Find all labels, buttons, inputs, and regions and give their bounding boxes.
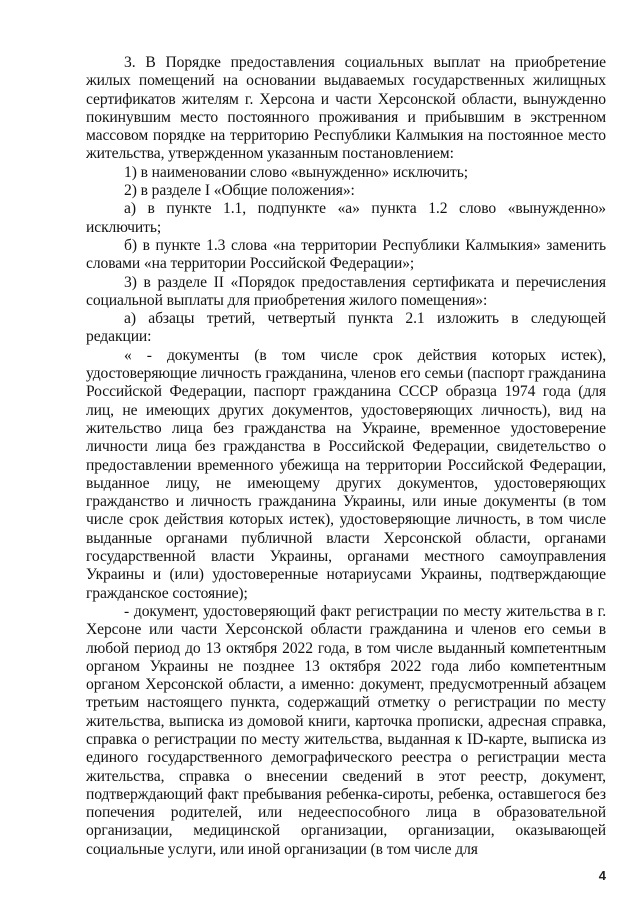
page-number: 4 <box>598 868 606 883</box>
paragraph-intro: 3. В Порядке предоставления социальных выплат на приобретение жилых помещений на основании выдаваемых государственных жилищных сертификатов жителям г. Херсона и части Херсонской области, вынужденно покинувшим место постоянного проживания и прибывшим в экстренном массовом порядке на территорию Республики Калмыкия на постоянное место жительства, утвержденном указанным постановлением: <box>86 54 606 163</box>
paragraph-item-2a: а) в пункте 1.1, подпункте «а» пункта 1.2 слово «вынужденно» исключить; <box>86 200 606 236</box>
paragraph-item-3: 3) в разделе II «Порядок предоставления сертификата и перечисления социальной выплаты для приобретения жилого помещения»: <box>86 273 606 309</box>
document-body <box>86 54 606 859</box>
paragraph-documents-quote: « - документы (в том числе срок действия которых истек), удостоверяющие личность гражданина, членов его семьи (паспорт гражданина Российской Федерации, паспорт гражданина СССР образца 1974 года (для лиц, не имеющих других документов, удостоверяющих личность), вид на жительство лица без гражданства на Украине, временное удостоверение личности лица без гражданства в Российской Федерации, свидетельство о предоставлении временного убежища на территории Российской Федерации, выданное лицу, не имеющему других документов, удостоверяющих гражданство и личность гражданина Украины, или иные документы (в том числе срок действия которых истек), удостоверяющие личность, в том числе выданные органами публичной власти Херсонской области, органами государственной власти Украины, органами местного самоуправления Украины и (или) удостоверенные нотариусами Украины, подтверждающие гражданское состояние); <box>86 346 606 602</box>
paragraph-item-2: 2) в разделе I «Общие положения»: <box>124 182 355 200</box>
paragraph-item-3a: а) абзацы третий, четвертый пункта 2.1 изложить в следующей редакции: <box>86 310 606 346</box>
paragraph-item-1: 1) в наименовании слово «вынужденно» исключить; <box>124 163 468 181</box>
paragraph-registration-document: - документ, удостоверяющий факт регистрации по месту жительства в г. Херсоне или части Херсонской области гражданина и членов его семьи в любой период до 13 октября 2022 года, в том числе выданный компетентным органом Украины не позднее 13 октября 2022 года либо компетентным органом Херсонской области, а именно: документ, предусмотренный абзацем третьим настоящего пункта, содержащий отметку о регистрации по месту жительства, выписка из домовой книги, карточка прописки, адресная справка, справка о регистрации по месту жительства, выданная к ID-карте, выписка из единого государственного демографического реестра о регистрации места жительства, справка о внесении сведений в этот реестр, документ, подтверждающий факт пребывания ребенка-сироты, ребенка, оставшегося без попечения родителей, или недееспособного лица в образовательной организации, медицинской организации, организации, оказывающей социальные услуги, или иной организации (в том числе для <box>86 602 606 858</box>
paragraph-item-2b: б) в пункте 1.3 слова «на территории Республики Калмыкия» заменить словами «на территории Российской Федерации»; <box>86 236 606 273</box>
